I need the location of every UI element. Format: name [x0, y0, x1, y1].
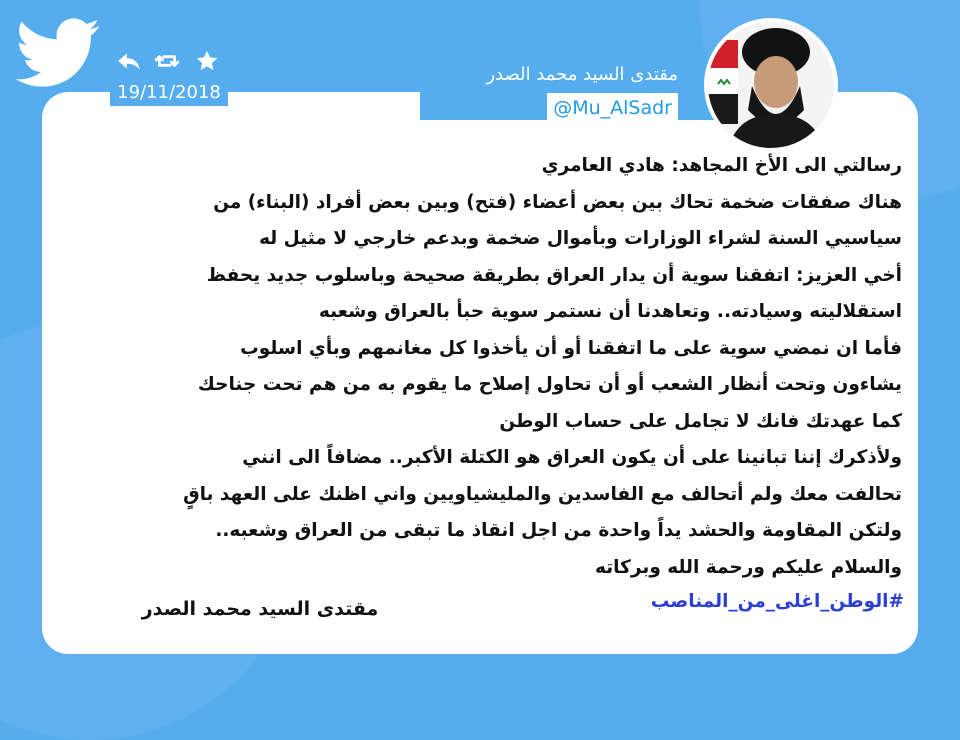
hashtag-link[interactable]: #الوطن_اغلى_من_المناصب	[650, 591, 904, 612]
tweet-line: أخي العزيز: اتفقنا سوية أن يدار العراق بطريقة صحيحة وباسلوب جديد يحفظ	[206, 264, 902, 286]
retweet-icon[interactable]	[154, 48, 180, 74]
signature: مقتدى السيد محمد الصدر	[141, 598, 379, 620]
tweet-line: ولأذكرك إننا تبانينا على أن يكون العراق هو الكتلة الأكبر.. مضافاً الى انني	[242, 447, 902, 468]
tweet-date: 19/11/2018	[110, 80, 228, 106]
tweet-actions	[116, 48, 226, 74]
tweet-line: سياسيي السنة لشراء الوزارات وبأموال ضخمة وبدعم خارجي لا مثيل له	[259, 228, 902, 249]
tweet-line: والسلام عليكم ورحمة الله وبركاته	[595, 556, 902, 578]
user-handle[interactable]: @Mu_AlSadr	[547, 93, 678, 123]
tweet-text	[58, 148, 902, 586]
tweet-line: تحالفت معك ولم أتحالف مع الفاسدين والمليشياويين واني اظنك على العهد باقٍ	[183, 483, 902, 505]
avatar-portrait-image	[708, 22, 834, 148]
tweet-line: فأما ان نمضي سوية على ما اتفقنا أو أن يأخذوا كل مغانمهم وبأي اسلوب	[240, 337, 902, 359]
reply-icon[interactable]	[116, 48, 142, 74]
tweet-line: استقلاليته وسيادته.. وتعاهدنا أن نستمر سوية حبأ بالعراق وشعبه	[318, 301, 902, 322]
tweet-line: يشاءون وتحت أنظار الشعب أو أن تحاول إصلاح ما يقوم به من هم تحت جناحك	[197, 374, 902, 395]
tweet-line: رسالتي الى الأخ المجاهد: هادي العامري	[541, 155, 902, 176]
twitter-bird-icon	[16, 18, 102, 88]
avatar[interactable]	[708, 22, 834, 148]
tweet-line: ولتكن المقاومة والحشد يداً واحدة من اجل انقاذ ما تبقى من العراق وشعبه..	[215, 520, 902, 541]
display-name: مقتدى السيد محمد الصدر	[486, 64, 678, 85]
star-icon[interactable]	[194, 48, 220, 74]
tweet-line: كما عهدتك فانك لا تجامل على حساب الوطن	[499, 410, 902, 432]
tweet-line: هناك صفقات ضخمة تحاك بين بعض أعضاء (فتح) وبين بعض أفراد (البناء) من	[213, 191, 902, 213]
